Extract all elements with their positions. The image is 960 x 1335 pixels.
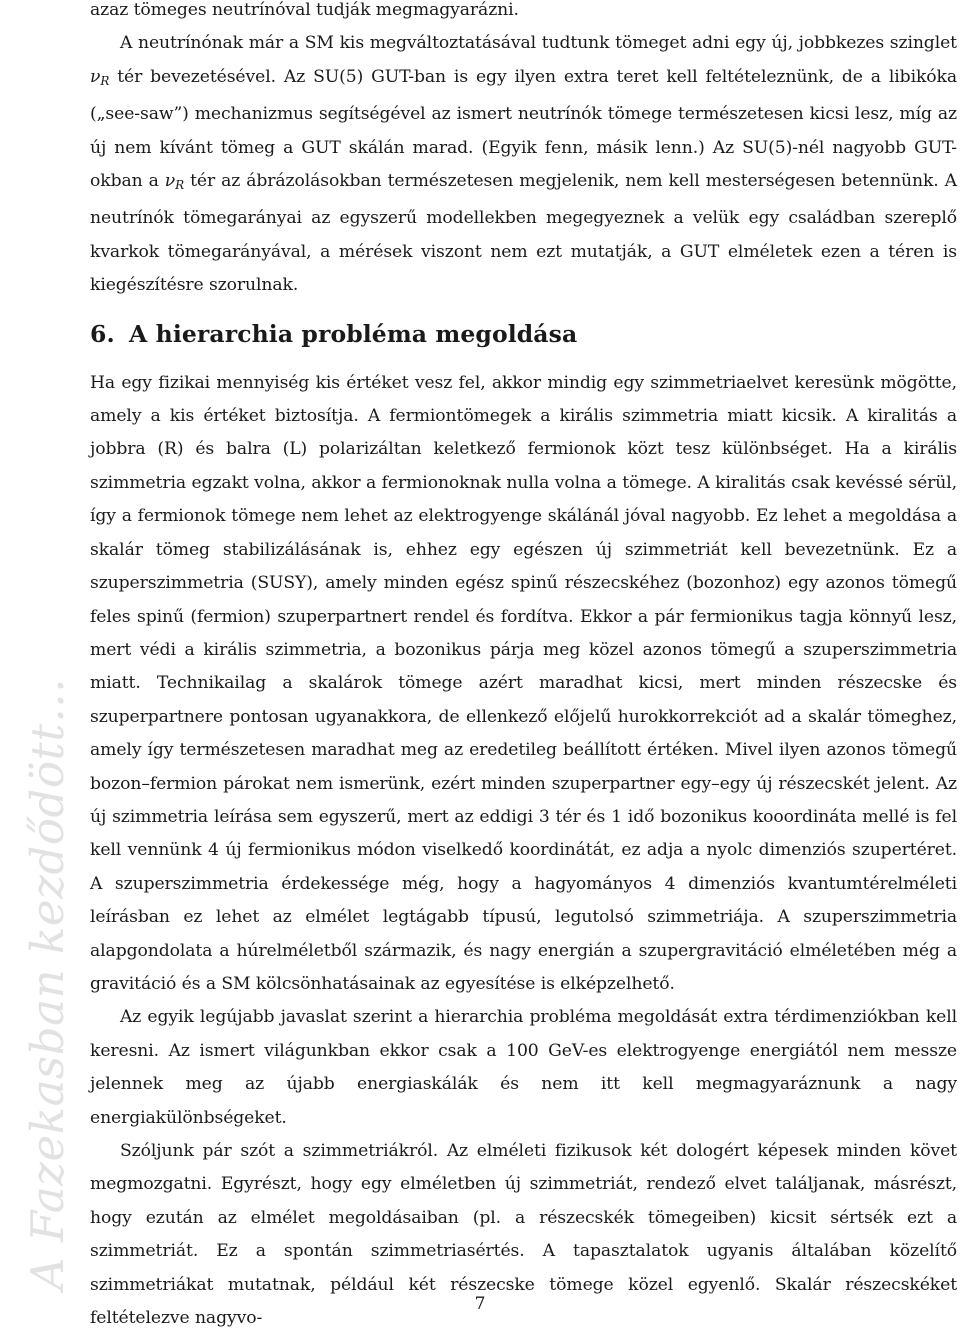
text-run: tér bevezetésével. Az SU(5) GUT-ban is egy ilyen extra teret kell feltételeznünk, de a libikóka („see-saw”) mechanizmus segítségével az ismert neutrínók tömege természetesen kicsi lesz, míg az új nem kívánt tömeg a GUT skálán marad. (Egyik fenn, másik lenn.) Az SU(5)-nél nagyobb GUT-okban a <box>90 66 957 192</box>
text-run: A neutrínónak már a SM kis megváltoztatásával tudtunk tömeget adni egy új, jobbkezes szinglet <box>120 33 957 54</box>
paragraph-section-1: Ha egy fizikai mennyiség kis értéket vesz fel, akkor mindig egy szimmetriaelvet keresünk mögötte, amely a kis értéket biztosítja. A fermiontömegek a királis szimmetria miatt kicsik. A kiralitás a jobbra (R) és balra (L) polarizáltan keletkező fermionok közt tesz különbséget. Ha a királis szimmetria egzakt volna, akkor a fermionoknak nulla volna a tömege. A kiralitás csak kevéssé sérül, így a fermionok tömege nem lehet az elektrogyenge skálánál jóval nagyobb. Ez lehet a megoldása a skalár tömeg stabilizálásának is, ehhez egy egészen új szimmetriát kell bevezetnünk. Ez a szuperszimmetria (SUSY), amely minden egész spinű részecskéhez (bozonhoz) egy azonos tömegű feles spinű (fermion) szuperpartnert rendel és fordítva. Ekkor a pár fermionikus tagja könnyű lesz, mert védi a királis szimmetria, a bozonikus párja meg közel azonos tömegű a szuperszimmetria miatt. Technikailag a skalárok tömege azért maradhat kicsi, mert minden részecske és szuperpartnere pontosan ugyanakkora, de ellenkező előjelű hurokkorrekciót ad a skalár tömeghez, amely így természetesen maradhat meg az eredetileg beállított értéken. Mivel ilyen azonos tömegű bozon–fermion párokat nem ismerünk, ezért minden szuperpartner egy–egy új részecskét jelent. Az új szimmetria leírása sem egyszerű, mert az eddigi 3 tér és 1 idő bozonikus kooordináta mellé is fel kell vennünk 4 új fermionikus módon viselkedő koordinátát, ez adja a nyolc dimenziós szupertéret. A szuperszimmetria érdekessége még, hogy a hagyományos 4 dimenziós kvantumtérelméleti leírásban ez lehet az elmélet legtágabb típusú, legutolsó szimmetriája. A szuperszimmetria alapgondolata a húrelméletből származik, és nagy energián a szupergravitáció elméletében még a gravitáció és a SM kölcsönhatásainak az egyesítése is elképzelhető. <box>90 372 957 994</box>
paragraph-top-2 <box>90 27 957 302</box>
text-run: tér az ábrázolásokban természetesen megjelenik, nem kell mesterségesen betennünk. A neutrínók tömegarányai az egyszerű modellekben megegyeznek a velük egy családban szereplő kvarkok tömegarányával, a mérések viszont nem ezt mutatják, a GUT elméletek ezen a téren is kiegészítésre szorulnak. <box>90 171 957 296</box>
subscript-r: R <box>100 73 110 88</box>
document-page <box>90 0 957 1335</box>
paragraph-section-3: Szóljunk pár szót a szimmetriákról. Az elméleti fizikusok két dologért képesek minden követ megmozgatni. Egyrészt, hogy egy elméletben új szimmetriát, rendező elvet találjanak, másrészt, hogy ezután az elmélet megoldásaiban (pl. a részecskék tömegeiben) kicsit sértsék ezt a szimmetriát. Ez a spontán szimmetriasértés. A tapasztalatok ugyanis általában közelítő szimmetriákat mutatnak, például két részecske tömege közel egyenlő. Skalár részecskéket feltételezve nagyvo- <box>90 1141 957 1329</box>
nu-symbol: ν <box>90 66 101 87</box>
paragraph-section-2: Az egyik legújabb javaslat szerint a hierarchia probléma megoldását extra térdimenziókban kell keresni. Az ismert világunkban ekkor csak a 100 GeV-es elektrogyenge energiától nem messze jelennek meg az újabb energiaskálák és nem itt kell megmagyaráznunk a nagy energiakülönbségeket. <box>90 1007 957 1128</box>
page-number: 7 <box>474 1294 486 1314</box>
section-number: 6. <box>90 319 115 348</box>
section-heading <box>90 319 957 349</box>
paragraph-top-1: azaz tömeges neutrínóval tudják megmagyarázni. <box>90 0 519 20</box>
section-title: A hierarchia probléma megoldása <box>129 319 578 348</box>
nu-symbol: ν <box>164 171 176 192</box>
watermark-text: A Fazekasban kezdődött… <box>21 677 74 1290</box>
subscript-r: R <box>175 178 185 193</box>
